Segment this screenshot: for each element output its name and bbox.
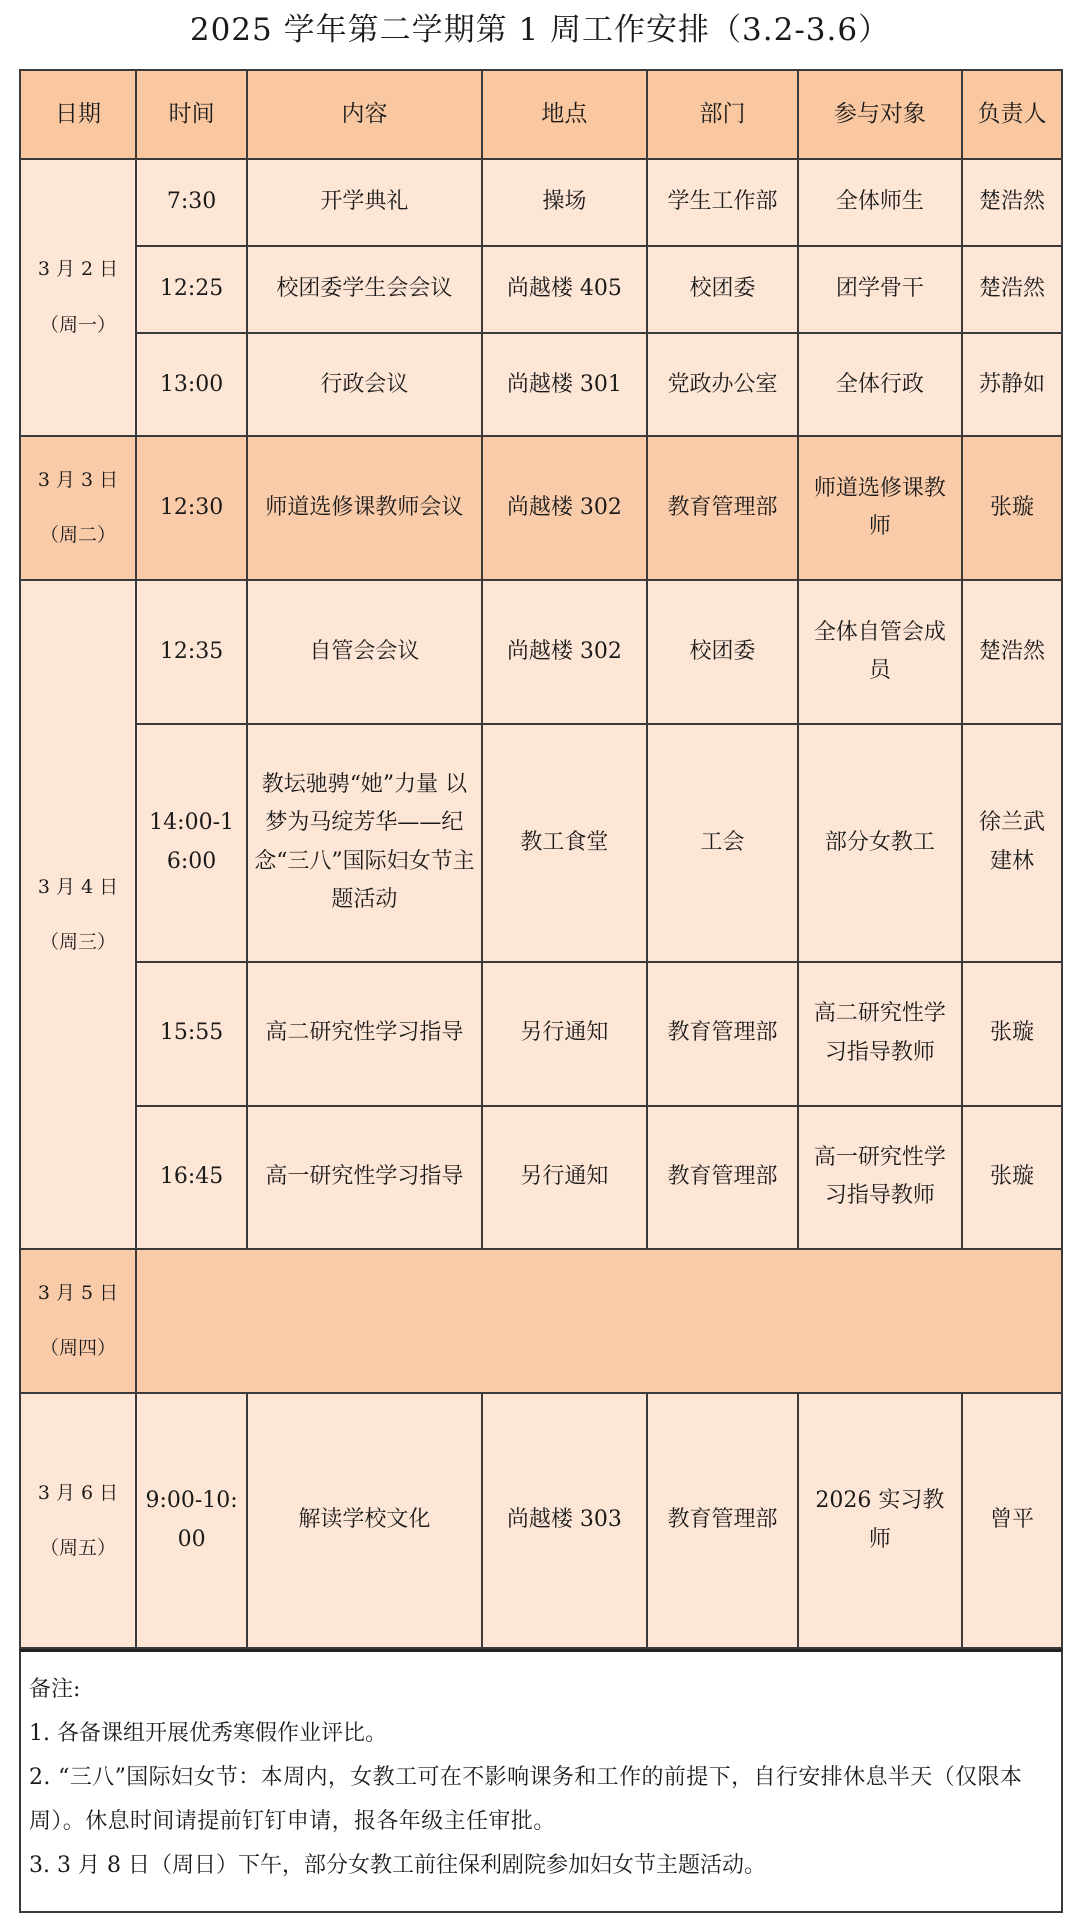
day-date: 3 月 6 日 — [37, 1481, 119, 1504]
cell-place: 尚越楼 302 — [482, 580, 647, 724]
table-row — [20, 246, 1062, 333]
cell-owner: 张璇 — [962, 436, 1062, 580]
header-department: 部门 — [647, 70, 798, 159]
day-cell-wed — [20, 580, 136, 1249]
cell-content: 开学典礼 — [247, 159, 482, 246]
header-place: 地点 — [482, 70, 647, 159]
header-content: 内容 — [247, 70, 482, 159]
cell-participants: 全体自管会成员 — [798, 580, 962, 724]
notes-heading: 备注: — [29, 1677, 81, 1702]
cell-content: 师道选修课教师会议 — [247, 436, 482, 580]
cell-content: 自管会会议 — [247, 580, 482, 724]
cell-participants: 全体师生 — [798, 159, 962, 246]
note-item: 1. 各备课组开展优秀寒假作业评比。 — [29, 1721, 387, 1746]
day-weekday: （周三） — [40, 930, 117, 953]
cell-owner: 张璇 — [962, 1106, 1062, 1250]
day-date: 3 月 5 日 — [37, 1282, 119, 1305]
header-date: 日期 — [20, 70, 136, 159]
cell-participants: 部分女教工 — [798, 724, 962, 961]
cell-content: 解读学校文化 — [247, 1393, 482, 1648]
cell-participants: 团学骨干 — [798, 246, 962, 333]
cell-owner: 徐兰武建林 — [962, 724, 1062, 961]
cell-owner: 楚浩然 — [962, 580, 1062, 724]
cell-participants: 高一研究性学习指导教师 — [798, 1106, 962, 1250]
cell-participants: 全体行政 — [798, 333, 962, 436]
table-row — [20, 580, 1062, 724]
cell-department: 教育管理部 — [647, 962, 798, 1106]
header-time: 时间 — [136, 70, 247, 159]
day-date: 3 月 3 日 — [37, 469, 119, 492]
table-row — [20, 1393, 1062, 1648]
header-participants: 参与对象 — [798, 70, 962, 159]
cell-time: 12:25 — [136, 246, 247, 333]
header-owner: 负责人 — [962, 70, 1062, 159]
note-item: 3. 3 月 8 日（周日）下午，部分女教工前往保利剧院参加妇女节主题活动。 — [29, 1853, 766, 1878]
cell-time: 12:35 — [136, 580, 247, 724]
cell-place: 尚越楼 302 — [482, 436, 647, 580]
schedule-table — [19, 69, 1063, 1649]
cell-time: 14:00-16:00 — [136, 724, 247, 961]
cell-place: 操场 — [482, 159, 647, 246]
cell-owner: 曾平 — [962, 1393, 1062, 1648]
empty-day-cell — [136, 1249, 1062, 1393]
day-weekday: （周四） — [40, 1337, 117, 1360]
cell-time: 13:00 — [136, 333, 247, 436]
cell-participants: 师道选修课教师 — [798, 436, 962, 580]
day-weekday: （周二） — [40, 524, 117, 547]
cell-participants: 高二研究性学习指导教师 — [798, 962, 962, 1106]
table-row — [20, 333, 1062, 436]
header-row — [20, 70, 1062, 159]
cell-place: 另行通知 — [482, 1106, 647, 1250]
cell-place: 尚越楼 301 — [482, 333, 647, 436]
day-date: 3 月 2 日 — [37, 258, 119, 281]
note-item: 2. “三八”国际妇女节：本周内，女教工可在不影响课务和工作的前提下，自行安排休息半天（仅限本周）。休息时间请提前钉钉申请，报各年级主任审批。 — [29, 1765, 1023, 1834]
day-cell-fri — [20, 1393, 136, 1648]
cell-place: 尚越楼 303 — [482, 1393, 647, 1648]
table-row — [20, 962, 1062, 1106]
cell-place: 另行通知 — [482, 962, 647, 1106]
day-cell-thu — [20, 1249, 136, 1393]
cell-department: 党政办公室 — [647, 333, 798, 436]
notes-box — [19, 1649, 1063, 1913]
cell-place: 教工食堂 — [482, 724, 647, 961]
cell-owner: 楚浩然 — [962, 246, 1062, 333]
table-row — [20, 724, 1062, 961]
cell-department: 校团委 — [647, 580, 798, 724]
cell-owner: 张璇 — [962, 962, 1062, 1106]
table-row — [20, 1249, 1062, 1393]
cell-time: 9:00-10:00 — [136, 1393, 247, 1648]
cell-content: 校团委学生会会议 — [247, 246, 482, 333]
cell-time: 7:30 — [136, 159, 247, 246]
cell-participants: 2026 实习教师 — [798, 1393, 962, 1648]
cell-department: 教育管理部 — [647, 1393, 798, 1648]
day-cell-mon — [20, 159, 136, 437]
cell-owner: 楚浩然 — [962, 159, 1062, 246]
cell-content: 行政会议 — [247, 333, 482, 436]
cell-time: 15:55 — [136, 962, 247, 1106]
cell-time: 12:30 — [136, 436, 247, 580]
day-cell-tue — [20, 436, 136, 580]
cell-content: 教坛驰骋“她”力量 以梦为马绽芳华——纪念“三八”国际妇女节主题活动 — [247, 724, 482, 961]
cell-owner: 苏静如 — [962, 333, 1062, 436]
day-date: 3 月 4 日 — [37, 875, 119, 898]
cell-department: 教育管理部 — [647, 436, 798, 580]
day-weekday: （周一） — [40, 313, 117, 336]
page-title: 2025 学年第二学期第 1 周工作安排（3.2-3.6） — [189, 12, 891, 48]
cell-content: 高二研究性学习指导 — [247, 962, 482, 1106]
cell-department: 工会 — [647, 724, 798, 961]
cell-time: 16:45 — [136, 1106, 247, 1250]
cell-department: 学生工作部 — [647, 159, 798, 246]
table-row — [20, 436, 1062, 580]
day-weekday: （周五） — [40, 1536, 117, 1559]
cell-place: 尚越楼 405 — [482, 246, 647, 333]
cell-content: 高一研究性学习指导 — [247, 1106, 482, 1250]
cell-department: 校团委 — [647, 246, 798, 333]
table-row — [20, 159, 1062, 246]
table-row — [20, 1106, 1062, 1250]
cell-department: 教育管理部 — [647, 1106, 798, 1250]
